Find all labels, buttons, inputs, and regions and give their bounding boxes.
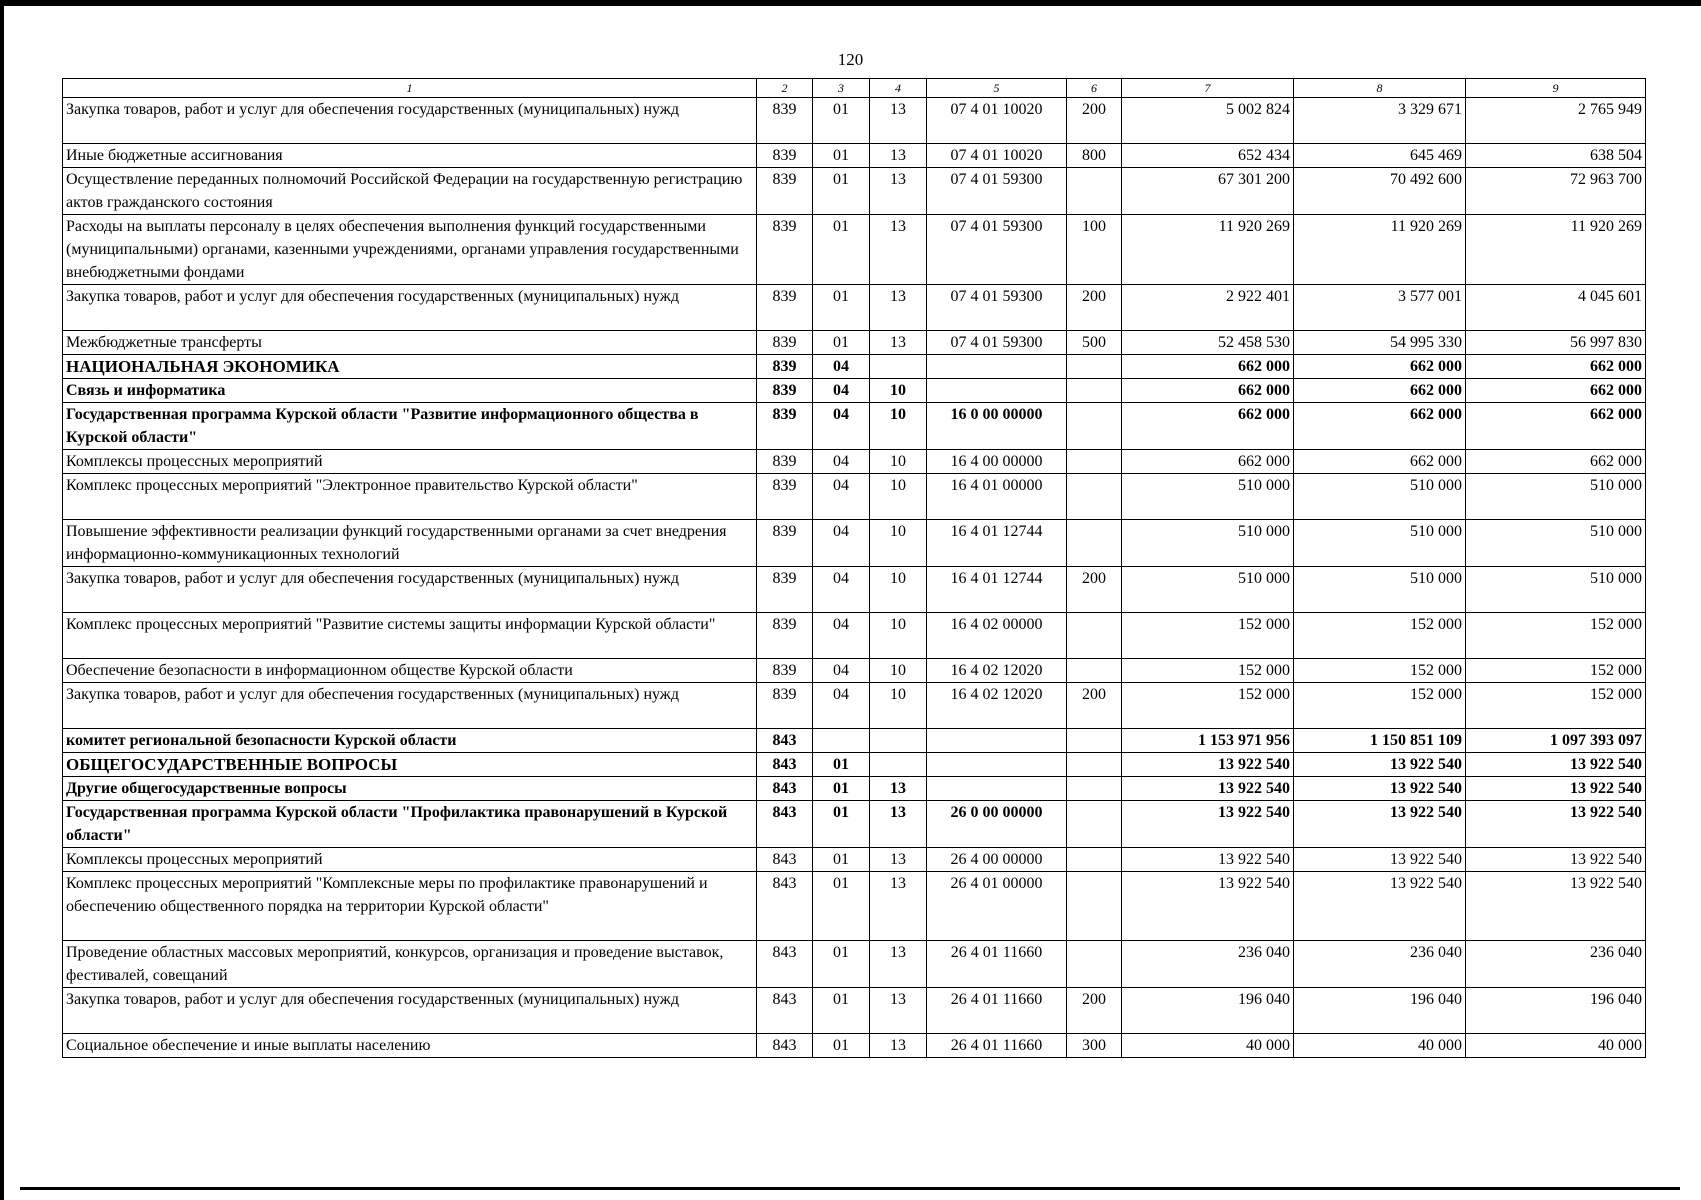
- amount-col8-cell: 13 922 540: [1294, 848, 1466, 872]
- amount-col7-cell: 510 000: [1122, 474, 1294, 520]
- code-podrazdel-cell: 13: [870, 941, 927, 988]
- code-glava-cell: 843: [757, 801, 813, 848]
- amount-col8-cell: 645 469: [1294, 144, 1466, 168]
- code-razdel-cell: 04: [813, 355, 870, 379]
- code-target-article-cell: 26 4 01 00000: [927, 872, 1067, 941]
- amount-col9-cell: 196 040: [1466, 988, 1646, 1034]
- code-glava-cell: 843: [757, 753, 813, 777]
- code-glava-cell: 839: [757, 98, 813, 144]
- header-cell: 8: [1294, 79, 1466, 98]
- row-name-cell: Комплекс процессных мероприятий "Развитие системы защиты информации Курской области": [63, 613, 757, 659]
- code-razdel-cell: 04: [813, 659, 870, 683]
- code-expense-type-cell: 200: [1067, 285, 1122, 331]
- code-podrazdel-cell: 13: [870, 285, 927, 331]
- amount-col7-cell: 13 922 540: [1122, 777, 1294, 801]
- table-body: [63, 79, 1646, 1058]
- code-podrazdel-cell: 13: [870, 331, 927, 355]
- code-razdel-cell: 01: [813, 285, 870, 331]
- code-target-article-cell: 26 4 01 11660: [927, 941, 1067, 988]
- code-glava-cell: 839: [757, 215, 813, 285]
- amount-col7-cell: 152 000: [1122, 613, 1294, 659]
- code-podrazdel-cell: 13: [870, 1034, 927, 1058]
- code-target-article-cell: 07 4 01 59300: [927, 168, 1067, 215]
- amount-col9-cell: 638 504: [1466, 144, 1646, 168]
- table-row: [63, 729, 1646, 753]
- amount-col9-cell: 1 097 393 097: [1466, 729, 1646, 753]
- amount-col7-cell: 1 153 971 956: [1122, 729, 1294, 753]
- amount-col8-cell: 152 000: [1294, 613, 1466, 659]
- code-target-article-cell: 16 4 00 00000: [927, 450, 1067, 474]
- table-row: [63, 285, 1646, 331]
- code-razdel-cell: 01: [813, 872, 870, 941]
- row-name-cell: Связь и информатика: [63, 379, 757, 403]
- amount-col8-cell: 510 000: [1294, 474, 1466, 520]
- budget-table: [62, 78, 1646, 1058]
- amount-col8-cell: 662 000: [1294, 379, 1466, 403]
- code-target-article-cell: 16 4 01 00000: [927, 474, 1067, 520]
- code-expense-type-cell: [1067, 403, 1122, 450]
- code-razdel-cell: 04: [813, 379, 870, 403]
- row-name-cell: Закупка товаров, работ и услуг для обеспечения государственных (муниципальных) нужд: [63, 285, 757, 331]
- amount-col9-cell: 510 000: [1466, 520, 1646, 567]
- row-name-cell: Проведение областных массовых мероприятий, конкурсов, организация и проведение выставок, фестивалей, совещаний: [63, 941, 757, 988]
- code-expense-type-cell: [1067, 753, 1122, 777]
- code-expense-type-cell: [1067, 848, 1122, 872]
- table-row: [63, 777, 1646, 801]
- table-row: [63, 331, 1646, 355]
- table-row: [63, 872, 1646, 941]
- code-razdel-cell: 04: [813, 403, 870, 450]
- code-expense-type-cell: [1067, 520, 1122, 567]
- header-cell: 6: [1067, 79, 1122, 98]
- code-razdel-cell: 04: [813, 613, 870, 659]
- code-expense-type-cell: 300: [1067, 1034, 1122, 1058]
- code-target-article-cell: [927, 355, 1067, 379]
- amount-col9-cell: 40 000: [1466, 1034, 1646, 1058]
- code-glava-cell: 839: [757, 567, 813, 613]
- code-podrazdel-cell: 13: [870, 777, 927, 801]
- row-name-cell: Комплекс процессных мероприятий "Комплексные меры по профилактике правонарушений и обеспечению общественного порядка на территории Курской области": [63, 872, 757, 941]
- amount-col7-cell: 13 922 540: [1122, 848, 1294, 872]
- code-target-article-cell: 16 4 01 12744: [927, 520, 1067, 567]
- amount-col8-cell: 40 000: [1294, 1034, 1466, 1058]
- row-name-cell: Обеспечение безопасности в информационном обществе Курской области: [63, 659, 757, 683]
- code-razdel-cell: 01: [813, 753, 870, 777]
- amount-col8-cell: 236 040: [1294, 941, 1466, 988]
- code-expense-type-cell: [1067, 613, 1122, 659]
- code-podrazdel-cell: 10: [870, 613, 927, 659]
- code-target-article-cell: 26 4 01 11660: [927, 988, 1067, 1034]
- amount-col7-cell: 652 434: [1122, 144, 1294, 168]
- code-podrazdel-cell: 13: [870, 872, 927, 941]
- amount-col8-cell: 54 995 330: [1294, 331, 1466, 355]
- code-expense-type-cell: [1067, 474, 1122, 520]
- code-glava-cell: 839: [757, 613, 813, 659]
- amount-col9-cell: 152 000: [1466, 613, 1646, 659]
- code-glava-cell: 839: [757, 144, 813, 168]
- amount-col7-cell: 236 040: [1122, 941, 1294, 988]
- code-podrazdel-cell: 13: [870, 168, 927, 215]
- amount-col9-cell: 510 000: [1466, 567, 1646, 613]
- amount-col7-cell: 510 000: [1122, 520, 1294, 567]
- code-podrazdel-cell: 13: [870, 848, 927, 872]
- scan-border-top: [0, 0, 1701, 6]
- header-cell: 5: [927, 79, 1067, 98]
- code-glava-cell: 839: [757, 355, 813, 379]
- amount-col8-cell: 662 000: [1294, 450, 1466, 474]
- amount-col7-cell: 40 000: [1122, 1034, 1294, 1058]
- code-razdel-cell: 04: [813, 567, 870, 613]
- code-razdel-cell: [813, 729, 870, 753]
- code-razdel-cell: 01: [813, 848, 870, 872]
- table-row: [63, 520, 1646, 567]
- header-cell: 3: [813, 79, 870, 98]
- amount-col9-cell: 4 045 601: [1466, 285, 1646, 331]
- header-cell: 1: [63, 79, 757, 98]
- code-expense-type-cell: 200: [1067, 683, 1122, 729]
- amount-col8-cell: 3 329 671: [1294, 98, 1466, 144]
- code-glava-cell: 839: [757, 474, 813, 520]
- code-glava-cell: 839: [757, 683, 813, 729]
- amount-col9-cell: 2 765 949: [1466, 98, 1646, 144]
- row-name-cell: ОБЩЕГОСУДАРСТВЕННЫЕ ВОПРОСЫ: [63, 753, 757, 777]
- code-podrazdel-cell: 10: [870, 520, 927, 567]
- amount-col7-cell: 662 000: [1122, 450, 1294, 474]
- code-podrazdel-cell: [870, 355, 927, 379]
- code-razdel-cell: 01: [813, 98, 870, 144]
- code-glava-cell: 839: [757, 285, 813, 331]
- amount-col7-cell: 11 920 269: [1122, 215, 1294, 285]
- code-target-article-cell: 16 4 01 12744: [927, 567, 1067, 613]
- row-name-cell: Расходы на выплаты персоналу в целях обеспечения выполнения функций государственными (муниципальными) органами, казенными учреждениями, органами управления государственными внебюджетными фондами: [63, 215, 757, 285]
- code-glava-cell: 843: [757, 941, 813, 988]
- code-target-article-cell: 07 4 01 10020: [927, 98, 1067, 144]
- code-expense-type-cell: 200: [1067, 567, 1122, 613]
- code-glava-cell: 839: [757, 520, 813, 567]
- row-name-cell: Осуществление переданных полномочий Российской Федерации на государственную регистрацию актов гражданского состояния: [63, 168, 757, 215]
- code-glava-cell: 839: [757, 379, 813, 403]
- amount-col8-cell: 662 000: [1294, 403, 1466, 450]
- amount-col8-cell: 11 920 269: [1294, 215, 1466, 285]
- code-glava-cell: 839: [757, 403, 813, 450]
- code-expense-type-cell: [1067, 355, 1122, 379]
- table-row: [63, 215, 1646, 285]
- code-target-article-cell: 16 4 02 12020: [927, 659, 1067, 683]
- amount-col7-cell: 662 000: [1122, 403, 1294, 450]
- amount-col8-cell: 152 000: [1294, 683, 1466, 729]
- header-cell: 9: [1466, 79, 1646, 98]
- code-target-article-cell: 26 0 00 00000: [927, 801, 1067, 848]
- row-name-cell: Закупка товаров, работ и услуг для обеспечения государственных (муниципальных) нужд: [63, 567, 757, 613]
- amount-col7-cell: 152 000: [1122, 659, 1294, 683]
- amount-col9-cell: 13 922 540: [1466, 872, 1646, 941]
- amount-col7-cell: 13 922 540: [1122, 801, 1294, 848]
- code-podrazdel-cell: 13: [870, 215, 927, 285]
- header-cell: 4: [870, 79, 927, 98]
- amount-col9-cell: 510 000: [1466, 474, 1646, 520]
- table-row: [63, 753, 1646, 777]
- code-glava-cell: 843: [757, 988, 813, 1034]
- row-name-cell: Закупка товаров, работ и услуг для обеспечения государственных (муниципальных) нужд: [63, 98, 757, 144]
- code-expense-type-cell: [1067, 777, 1122, 801]
- code-expense-type-cell: 200: [1067, 988, 1122, 1034]
- row-name-cell: Комплексы процессных мероприятий: [63, 848, 757, 872]
- table-row: [63, 474, 1646, 520]
- code-target-article-cell: [927, 777, 1067, 801]
- code-glava-cell: 843: [757, 872, 813, 941]
- code-podrazdel-cell: 13: [870, 801, 927, 848]
- table-row: [63, 379, 1646, 403]
- row-name-cell: Социальное обеспечение и иные выплаты населению: [63, 1034, 757, 1058]
- row-name-cell: Государственная программа Курской области "Профилактика правонарушений в Курской области": [63, 801, 757, 848]
- amount-col9-cell: 662 000: [1466, 403, 1646, 450]
- code-target-article-cell: 16 4 02 00000: [927, 613, 1067, 659]
- code-expense-type-cell: [1067, 801, 1122, 848]
- code-expense-type-cell: 800: [1067, 144, 1122, 168]
- code-podrazdel-cell: [870, 753, 927, 777]
- amount-col7-cell: 510 000: [1122, 567, 1294, 613]
- code-podrazdel-cell: 10: [870, 659, 927, 683]
- amount-col9-cell: 13 922 540: [1466, 777, 1646, 801]
- code-podrazdel-cell: 10: [870, 683, 927, 729]
- table-row: [63, 613, 1646, 659]
- amount-col9-cell: 152 000: [1466, 683, 1646, 729]
- code-target-article-cell: 16 0 00 00000: [927, 403, 1067, 450]
- row-name-cell: Закупка товаров, работ и услуг для обеспечения государственных (муниципальных) нужд: [63, 683, 757, 729]
- amount-col8-cell: 1 150 851 109: [1294, 729, 1466, 753]
- code-glava-cell: 839: [757, 331, 813, 355]
- code-expense-type-cell: [1067, 729, 1122, 753]
- amount-col8-cell: 13 922 540: [1294, 872, 1466, 941]
- code-expense-type-cell: 200: [1067, 98, 1122, 144]
- code-razdel-cell: 04: [813, 450, 870, 474]
- code-razdel-cell: 01: [813, 144, 870, 168]
- row-name-cell: Закупка товаров, работ и услуг для обеспечения государственных (муниципальных) нужд: [63, 988, 757, 1034]
- code-podrazdel-cell: [870, 729, 927, 753]
- amount-col8-cell: 13 922 540: [1294, 777, 1466, 801]
- code-expense-type-cell: 500: [1067, 331, 1122, 355]
- amount-col9-cell: 662 000: [1466, 355, 1646, 379]
- amount-col8-cell: 510 000: [1294, 520, 1466, 567]
- amount-col8-cell: 3 577 001: [1294, 285, 1466, 331]
- table-row: [63, 403, 1646, 450]
- amount-col7-cell: 13 922 540: [1122, 872, 1294, 941]
- code-glava-cell: 839: [757, 659, 813, 683]
- scan-border-bottom: [20, 1187, 1680, 1190]
- code-expense-type-cell: 100: [1067, 215, 1122, 285]
- code-razdel-cell: 01: [813, 801, 870, 848]
- code-expense-type-cell: [1067, 659, 1122, 683]
- code-podrazdel-cell: 10: [870, 474, 927, 520]
- amount-col8-cell: 510 000: [1294, 567, 1466, 613]
- table-row: [63, 450, 1646, 474]
- amount-col8-cell: 152 000: [1294, 659, 1466, 683]
- row-name-cell: НАЦИОНАЛЬНАЯ ЭКОНОМИКА: [63, 355, 757, 379]
- code-target-article-cell: 26 4 01 11660: [927, 1034, 1067, 1058]
- table-row: [63, 98, 1646, 144]
- amount-col9-cell: 662 000: [1466, 379, 1646, 403]
- amount-col9-cell: 236 040: [1466, 941, 1646, 988]
- amount-col7-cell: 5 002 824: [1122, 98, 1294, 144]
- code-podrazdel-cell: 10: [870, 450, 927, 474]
- amount-col8-cell: 70 492 600: [1294, 168, 1466, 215]
- code-podrazdel-cell: 13: [870, 144, 927, 168]
- code-podrazdel-cell: 10: [870, 567, 927, 613]
- row-name-cell: Межбюджетные трансферты: [63, 331, 757, 355]
- page-number: 120: [837, 50, 864, 69]
- row-name-cell: Государственная программа Курской области "Развитие информационного общества в Курской области": [63, 403, 757, 450]
- table-row: [63, 144, 1646, 168]
- code-razdel-cell: 01: [813, 168, 870, 215]
- code-target-article-cell: 07 4 01 59300: [927, 285, 1067, 331]
- amount-col9-cell: 13 922 540: [1466, 848, 1646, 872]
- code-target-article-cell: [927, 379, 1067, 403]
- amount-col9-cell: 56 997 830: [1466, 331, 1646, 355]
- code-expense-type-cell: [1067, 379, 1122, 403]
- table-row: [63, 683, 1646, 729]
- amount-col8-cell: 13 922 540: [1294, 801, 1466, 848]
- amount-col9-cell: 152 000: [1466, 659, 1646, 683]
- table-header-row: [63, 79, 1646, 98]
- amount-col8-cell: 662 000: [1294, 355, 1466, 379]
- amount-col7-cell: 67 301 200: [1122, 168, 1294, 215]
- code-expense-type-cell: [1067, 168, 1122, 215]
- code-target-article-cell: 26 4 00 00000: [927, 848, 1067, 872]
- code-podrazdel-cell: 10: [870, 379, 927, 403]
- code-podrazdel-cell: 10: [870, 403, 927, 450]
- row-name-cell: Другие общегосударственные вопросы: [63, 777, 757, 801]
- amount-col9-cell: 662 000: [1466, 450, 1646, 474]
- row-name-cell: Повышение эффективности реализации функций государственными органами за счет внедрения информационно-коммуникационных технологий: [63, 520, 757, 567]
- code-razdel-cell: 01: [813, 988, 870, 1034]
- table-row: [63, 1034, 1646, 1058]
- header-cell: 7: [1122, 79, 1294, 98]
- code-razdel-cell: 01: [813, 777, 870, 801]
- amount-col7-cell: 662 000: [1122, 379, 1294, 403]
- code-podrazdel-cell: 13: [870, 988, 927, 1034]
- table-row: [63, 168, 1646, 215]
- code-razdel-cell: 01: [813, 941, 870, 988]
- code-razdel-cell: 04: [813, 683, 870, 729]
- amount-col7-cell: 52 458 530: [1122, 331, 1294, 355]
- code-target-article-cell: 07 4 01 59300: [927, 215, 1067, 285]
- amount-col7-cell: 152 000: [1122, 683, 1294, 729]
- code-glava-cell: 843: [757, 777, 813, 801]
- table-row: [63, 941, 1646, 988]
- table-row: [63, 801, 1646, 848]
- code-target-article-cell: [927, 729, 1067, 753]
- row-name-cell: Иные бюджетные ассигнования: [63, 144, 757, 168]
- code-expense-type-cell: [1067, 872, 1122, 941]
- table-row: [63, 567, 1646, 613]
- code-razdel-cell: 01: [813, 331, 870, 355]
- code-target-article-cell: [927, 753, 1067, 777]
- code-expense-type-cell: [1067, 941, 1122, 988]
- code-glava-cell: 839: [757, 168, 813, 215]
- table-row: [63, 659, 1646, 683]
- code-podrazdel-cell: 13: [870, 98, 927, 144]
- code-razdel-cell: 01: [813, 215, 870, 285]
- code-expense-type-cell: [1067, 450, 1122, 474]
- amount-col8-cell: 13 922 540: [1294, 753, 1466, 777]
- code-target-article-cell: 07 4 01 10020: [927, 144, 1067, 168]
- amount-col9-cell: 13 922 540: [1466, 753, 1646, 777]
- row-name-cell: Комплекс процессных мероприятий "Электронное правительство Курской области": [63, 474, 757, 520]
- code-glava-cell: 839: [757, 450, 813, 474]
- amount-col7-cell: 196 040: [1122, 988, 1294, 1034]
- table-row: [63, 355, 1646, 379]
- code-glava-cell: 843: [757, 729, 813, 753]
- scan-border-left: [0, 0, 4, 1200]
- amount-col7-cell: 13 922 540: [1122, 753, 1294, 777]
- code-glava-cell: 843: [757, 848, 813, 872]
- amount-col9-cell: 11 920 269: [1466, 215, 1646, 285]
- code-razdel-cell: 04: [813, 520, 870, 567]
- code-razdel-cell: 01: [813, 1034, 870, 1058]
- amount-col7-cell: 662 000: [1122, 355, 1294, 379]
- table-row: [63, 988, 1646, 1034]
- amount-col7-cell: 2 922 401: [1122, 285, 1294, 331]
- row-name-cell: Комплексы процессных мероприятий: [63, 450, 757, 474]
- amount-col9-cell: 13 922 540: [1466, 801, 1646, 848]
- code-target-article-cell: 07 4 01 59300: [927, 331, 1067, 355]
- amount-col8-cell: 196 040: [1294, 988, 1466, 1034]
- code-razdel-cell: 04: [813, 474, 870, 520]
- row-name-cell: комитет региональной безопасности Курской области: [63, 729, 757, 753]
- header-cell: 2: [757, 79, 813, 98]
- code-glava-cell: 843: [757, 1034, 813, 1058]
- table-row: [63, 848, 1646, 872]
- amount-col9-cell: 72 963 700: [1466, 168, 1646, 215]
- code-target-article-cell: 16 4 02 12020: [927, 683, 1067, 729]
